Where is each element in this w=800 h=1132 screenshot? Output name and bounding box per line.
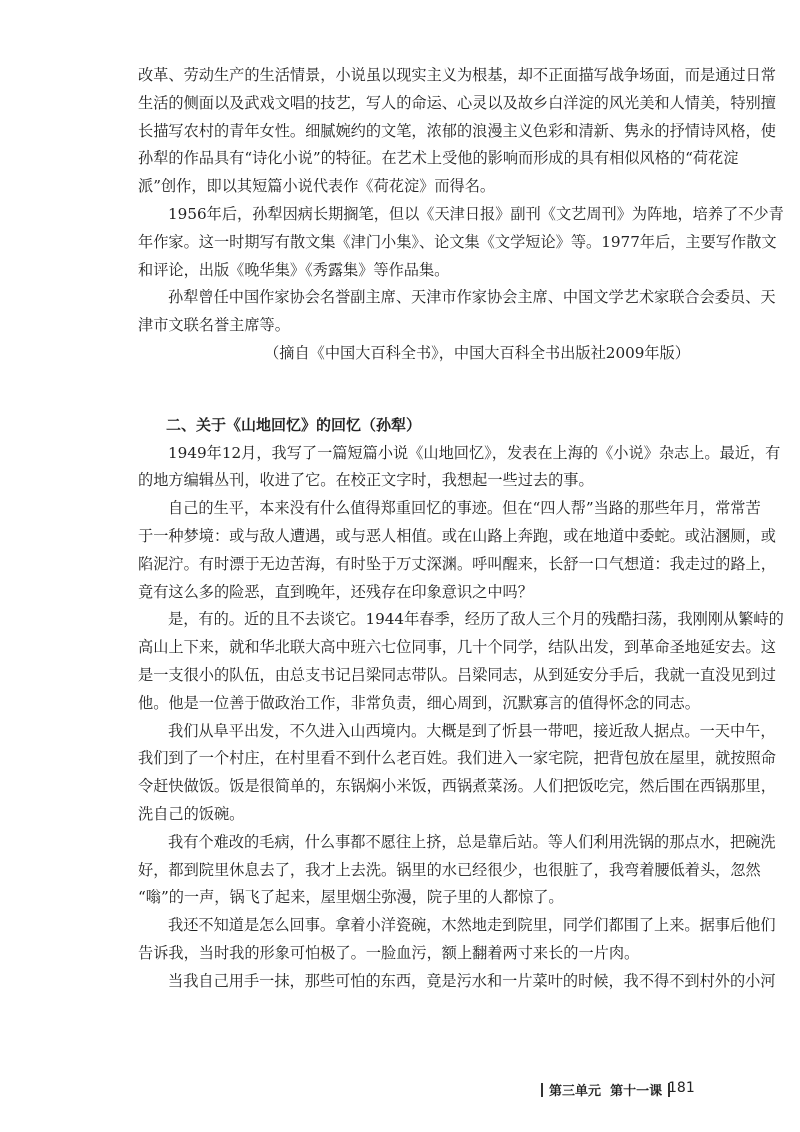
- paragraph-line: 竟有这么多的险恶，直到晚年，还残存在印象意识之中吗？: [138, 582, 533, 601]
- paragraph-line: 是一支很小的队伍，由总支书记吕梁同志带队。吕梁同志，从到延安分手后，我就一直没见到过: [138, 665, 776, 684]
- paragraph-line: 于一种梦境：或与敌人遭遇，或与恶人相值。或在山路上奔跑，或在地道中委蛇。或沾溷厕，或: [138, 526, 776, 545]
- footer-unit: 第三单元: [549, 1084, 602, 1099]
- paragraph-line: “嗡”的一声，锅飞了起来，屋里烟尘弥漫，院子里的人都惊了。: [138, 888, 564, 907]
- page-footer: [0, 1076, 800, 1106]
- paragraph-line: 派”创作，即以其短篇小说代表作《荷花淀》而得名。: [138, 177, 496, 196]
- paragraph-line: 孙犁的作品具有“诗化小说”的特征。在艺术上受他的影响而形成的具有相似风格的“荷花淀: [138, 149, 739, 168]
- paragraph-line: 陷泥泞。有时漂于无边苦海，有时坠于万丈深渊。呼叫醒来，长舒一口气想道：我走过的路上，: [138, 554, 776, 573]
- paragraph-line: 高山上下来，就和华北联大高中班六七位同事，几十个同学，结队出发，到革命圣地延安去。这: [138, 638, 776, 657]
- source-citation: （摘自《中国大百科全书》，中国大百科全书出版社2009年版）: [264, 343, 690, 362]
- paragraph-line: 1956年后，孙犁因病长期搁笔，但以《天津日报》副刊《文艺周刊》为阵地，培养了不少青: [168, 204, 784, 223]
- paragraph-line: 1949年12月，我写了一篇短篇小说《山地回忆》，发表在上海的《小说》杂志上。最近，有: [168, 443, 781, 462]
- paragraph-line: 我们从阜平出发，不久进入山西境内。大概是到了忻县一带吧，接近敌人据点。一天中午，: [168, 721, 776, 740]
- section-heading: 二、关于《山地回忆》的回忆（孙犁）: [166, 415, 422, 434]
- paragraph-line: 孙犁曾任中国作家协会名誉副主席、天津市作家协会主席、中国文学艺术家联合会委员、天: [168, 288, 776, 307]
- paragraph-line: 自己的生平，本来没有什么值得郑重回忆的事迹。但在“四人帮”当路的那些年月，常常苦: [168, 499, 761, 518]
- paragraph-line: 津市文联名誉主席等。: [138, 316, 290, 335]
- page-number: 181: [668, 1080, 695, 1096]
- paragraph-line: 我还不知道是怎么回事。拿着小洋瓷碗，木然地走到院里，同学们都围了上来。据事后他们: [168, 916, 776, 935]
- paragraph-line: 改革、劳动生产的生活情景，小说虽以现实主义为根基，却不正面描写战争场面，而是通过日常: [138, 66, 776, 84]
- section-spacer: [138, 368, 694, 412]
- paragraph-line: 洗自己的饭碗。: [138, 804, 245, 823]
- footer-lesson: 第十一课: [610, 1084, 663, 1099]
- article-top-section: [138, 62, 784, 996]
- paragraph-line: 长描写农村的青年女性。细腻婉约的文笔，浓郁的浪漫主义色彩和清新、隽永的抒情诗风格，使: [138, 121, 776, 140]
- footer-section-label: [535, 1080, 676, 1099]
- paragraph-line: 是，有的。近的且不去谈它。1944年春季，经历了敌人三个月的残酷扫荡，我刚刚从繁峙的: [168, 610, 784, 629]
- divider-bar: [541, 1083, 543, 1097]
- paragraph-line: 生活的侧面以及武戏文唱的技艺，写人的命运、心灵以及故乡白洋淀的风光美和人情美，特别擅: [138, 93, 776, 112]
- paragraph-line: 令赶快做饭。饭是很简单的，东锅焖小米饭，西锅煮菜汤。人们把饭吃完，然后围在西锅那里，: [138, 777, 776, 796]
- paragraph-line: 他。他是一位善于做政治工作，非常负责，细心周到，沉默寡言的值得怀念的同志。: [138, 693, 700, 712]
- paragraph-line: 当我自己用手一抹，那些可怕的东西，竟是污水和一片菜叶的时候，我不得不到村外的小河: [168, 971, 776, 990]
- paragraph-line: 告诉我，当时我的形象可怕极了。一脸血污，额上翻着两寸来长的一片肉。: [138, 943, 640, 962]
- paragraph-line: 我们到了一个村庄，在村里看不到什么老百姓。我们进入一家宅院，把背包放在屋里，就按照命: [138, 749, 776, 768]
- paragraph-line: 年作家。这一时期写有散文集《津门小集》、论文集《文学短论》等。1977年后，主要写作散文: [138, 232, 777, 251]
- paragraph-line: 我有个难改的毛病，什么事都不愿往上挤，总是靠后站。等人们利用洗锅的那点水，把碗洗: [168, 832, 776, 851]
- paragraph-line: 好，都到院里休息去了，我才上去洗。锅里的水已经很少，也很脏了，我弯着腰低着头，忽然: [138, 860, 761, 879]
- paragraph-line: 和评论，出版《晚华集》《秀露集》等作品集。: [138, 260, 450, 279]
- paragraph-line: 的地方编辑丛刊，收进了它。在校正文字时，我想起一些过去的事。: [138, 471, 594, 490]
